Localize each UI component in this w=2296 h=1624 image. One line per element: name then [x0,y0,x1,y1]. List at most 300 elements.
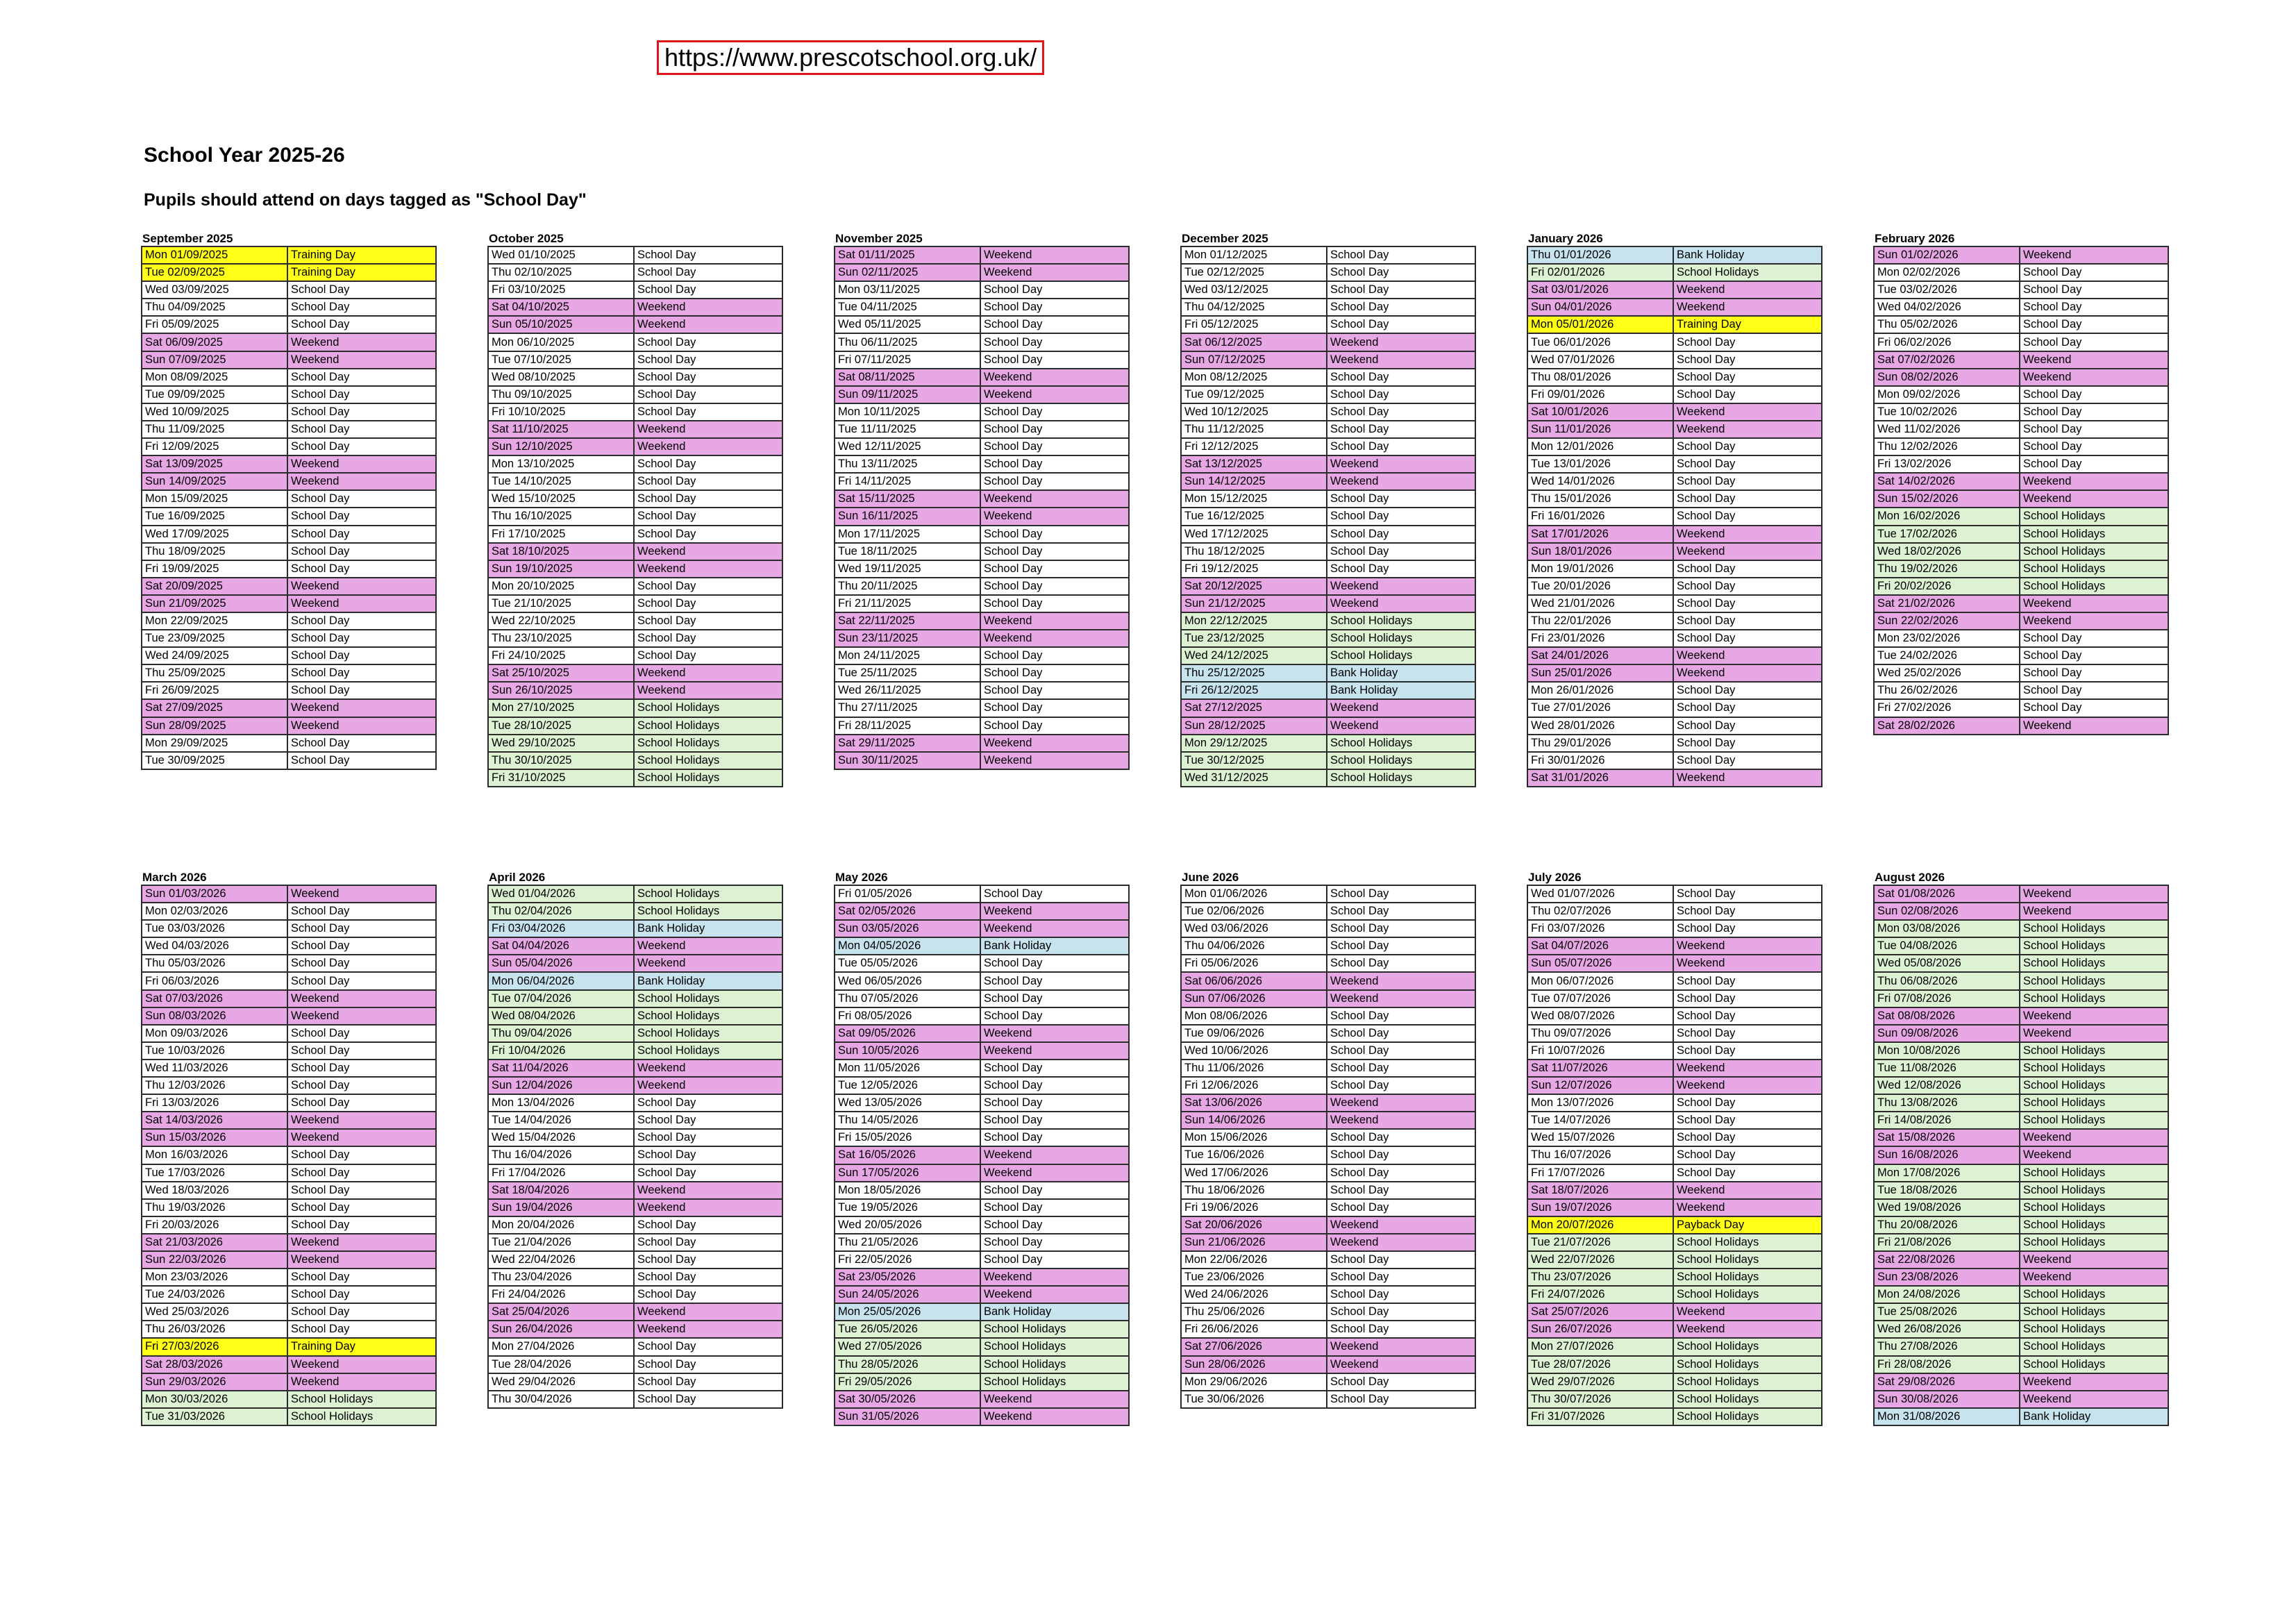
day-type: School Day [1327,1129,1475,1146]
day-type: School Day [1673,333,1822,351]
day-type: School Day [287,386,436,403]
day-date: Thu 18/12/2025 [1181,543,1327,560]
day-type: School Day [634,351,782,369]
day-row [142,1303,436,1321]
day-type: Weekend [634,1077,782,1094]
day-type: School Day [980,1234,1129,1251]
day-type: Weekend [1327,595,1475,612]
day-type: School Day [2020,299,2168,316]
day-date: Thu 25/12/2025 [1181,664,1327,682]
day-date: Sun 21/12/2025 [1181,595,1327,612]
day-type: School Day [1327,955,1475,972]
day-row [835,1216,1129,1234]
day-type: School Day [287,1077,436,1094]
day-row [835,473,1129,490]
day-type: Bank Holiday [980,937,1129,955]
day-date: Mon 01/12/2025 [1181,246,1327,264]
day-type: School Day [634,1269,782,1286]
month-table [1873,246,2169,735]
day-type: School Day [634,1391,782,1408]
day-date: Fri 31/10/2025 [488,769,634,787]
day-type: Weekend [1327,1234,1475,1251]
day-date: Wed 24/06/2026 [1181,1286,1327,1303]
day-type: School Holidays [634,1025,782,1042]
day-type: School Day [1327,1146,1475,1164]
day-row [1527,595,1822,612]
day-type: Weekend [1327,455,1475,473]
day-row [835,490,1129,508]
day-date: Tue 17/02/2026 [1874,526,2020,543]
day-type: School Holidays [1673,1286,1822,1303]
day-date: Tue 23/06/2026 [1181,1269,1327,1286]
day-type: Weekend [1327,699,1475,717]
day-type: School Day [287,1199,436,1216]
day-type: School Day [634,333,782,351]
day-row [1181,1077,1475,1094]
month-table [1527,246,1822,787]
day-date: Wed 15/07/2026 [1527,1129,1673,1146]
day-row [1874,885,2168,903]
day-type: Weekend [287,1251,436,1269]
day-type: School Holidays [1673,1234,1822,1251]
day-type: Weekend [1673,526,1822,543]
day-date: Sun 26/04/2026 [488,1321,634,1338]
day-date: Mon 23/03/2026 [142,1269,287,1286]
day-date: Mon 08/12/2025 [1181,369,1327,386]
day-row [488,281,782,299]
day-date: Sun 30/11/2025 [835,752,980,769]
day-row [142,526,436,543]
day-date: Thu 12/02/2026 [1874,438,2020,455]
day-date: Thu 09/10/2025 [488,386,634,403]
day-date: Sat 07/03/2026 [142,990,287,1007]
day-type: School Day [980,438,1129,455]
day-type: Weekend [1673,647,1822,664]
day-row [1527,1391,1822,1408]
day-type: Weekend [1673,1182,1822,1199]
day-date: Sun 15/03/2026 [142,1129,287,1146]
day-date: Tue 10/03/2026 [142,1042,287,1060]
day-type: School Day [1327,920,1475,937]
day-row [1527,1408,1822,1425]
day-type: School Holidays [980,1373,1129,1391]
day-row [142,717,436,735]
day-date: Thu 23/04/2026 [488,1269,634,1286]
day-date: Fri 14/08/2026 [1874,1112,2020,1129]
day-date: Wed 10/12/2025 [1181,403,1327,421]
day-row [835,455,1129,473]
day-date: Sat 16/05/2026 [835,1146,980,1164]
day-row [835,682,1129,699]
day-row [1527,560,1822,578]
day-date: Tue 11/08/2026 [1874,1060,2020,1077]
day-type: School Day [1327,1060,1475,1077]
day-type: School Day [287,560,436,578]
day-row [142,560,436,578]
day-date: Sat 27/09/2025 [142,699,287,717]
day-date: Mon 06/10/2025 [488,333,634,351]
day-date: Thu 02/10/2025 [488,264,634,281]
day-row [1181,1129,1475,1146]
day-type: School Day [1327,1182,1475,1199]
day-row [1874,438,2168,455]
day-row [835,526,1129,543]
day-type: Weekend [980,246,1129,264]
day-type: School Day [287,508,436,525]
day-date: Mon 20/10/2025 [488,578,634,595]
day-type: School Holidays [2020,1182,2168,1199]
day-type: School Day [1673,1129,1822,1146]
day-type: Weekend [1327,717,1475,735]
day-type: School Day [1673,1094,1822,1112]
day-type: School Day [2020,403,2168,421]
day-row [835,1303,1129,1321]
month-block [1527,232,1816,787]
day-date: Fri 14/11/2025 [835,473,980,490]
day-row [142,664,436,682]
day-row [1181,990,1475,1007]
day-type: Weekend [1673,937,1822,955]
day-type: School Day [1327,937,1475,955]
day-type: School Day [634,403,782,421]
month-table [141,885,437,1426]
day-row [1874,246,2168,264]
day-type: School Day [287,281,436,299]
day-type: School Day [1673,1146,1822,1164]
day-date: Sun 23/11/2025 [835,630,980,647]
day-date: Tue 05/05/2026 [835,955,980,972]
month-heading: March 2026 [142,871,207,884]
day-type: School Holidays [1673,1391,1822,1408]
day-type: School Holidays [2020,990,2168,1007]
day-date: Sat 11/10/2025 [488,421,634,438]
day-date: Mon 08/09/2025 [142,369,287,386]
day-type: Weekend [287,595,436,612]
day-date: Mon 03/08/2026 [1874,920,2020,937]
day-type: School Day [634,1234,782,1251]
day-type: Weekend [1327,473,1475,490]
day-date: Sat 07/02/2026 [1874,351,2020,369]
day-type: Weekend [1673,421,1822,438]
day-date: Mon 23/02/2026 [1874,630,2020,647]
day-type: School Day [980,955,1129,972]
day-row [488,682,782,699]
day-row [1181,1146,1475,1164]
day-date: Wed 26/08/2026 [1874,1321,2020,1338]
day-date: Fri 24/07/2026 [1527,1286,1673,1303]
day-date: Tue 18/11/2025 [835,543,980,560]
day-type: School Day [1673,473,1822,490]
day-date: Mon 17/11/2025 [835,526,980,543]
day-row [488,1007,782,1025]
day-row [1874,630,2168,647]
day-date: Wed 24/12/2025 [1181,647,1327,664]
day-type: School Day [634,1251,782,1269]
day-type: School Holidays [2020,526,2168,543]
day-type: Weekend [1673,281,1822,299]
day-type: School Day [980,316,1129,333]
day-date: Fri 01/05/2026 [835,885,980,903]
day-date: Sat 22/08/2026 [1874,1251,2020,1269]
day-type: School Holidays [2020,1338,2168,1355]
day-date: Sun 07/06/2026 [1181,990,1327,1007]
day-row [835,1199,1129,1216]
day-type: School Holidays [1327,735,1475,752]
day-type: School Day [980,1112,1129,1129]
day-row [142,1060,436,1077]
day-row [142,421,436,438]
day-date: Mon 06/07/2026 [1527,972,1673,989]
day-row [1527,438,1822,455]
day-row [1527,299,1822,316]
day-type: School Day [634,1338,782,1355]
day-date: Sat 25/04/2026 [488,1303,634,1321]
day-type: School Day [2020,421,2168,438]
day-type: School Day [634,595,782,612]
month-table [1527,885,1822,1426]
day-type: School Day [980,647,1129,664]
day-type: School Day [980,1216,1129,1234]
day-type: School Day [1673,351,1822,369]
day-type: School Day [634,1164,782,1182]
day-row [1181,769,1475,787]
day-row [142,1077,436,1094]
day-date: Thu 04/12/2025 [1181,299,1327,316]
month-table [487,885,783,1409]
day-row [1874,972,2168,989]
day-row [488,752,782,769]
day-row [835,369,1129,386]
day-type: School Day [980,281,1129,299]
day-date: Tue 17/03/2026 [142,1164,287,1182]
day-type: Weekend [634,299,782,316]
day-type: Weekend [980,369,1129,386]
day-type: School Day [1673,578,1822,595]
day-row [488,369,782,386]
day-date: Thu 11/09/2025 [142,421,287,438]
day-row [488,1164,782,1182]
day-type: School Day [1327,1391,1475,1408]
day-type: Weekend [287,699,436,717]
day-row [1181,281,1475,299]
day-date: Thu 16/10/2025 [488,508,634,525]
day-row [1527,281,1822,299]
day-type: Weekend [287,333,436,351]
day-row [835,578,1129,595]
day-row [1874,351,2168,369]
day-date: Mon 27/04/2026 [488,1338,634,1355]
day-date: Mon 26/01/2026 [1527,682,1673,699]
day-row [488,333,782,351]
day-row [1181,1234,1475,1251]
day-date: Mon 13/04/2026 [488,1094,634,1112]
day-date: Fri 10/10/2025 [488,403,634,421]
day-date: Wed 06/05/2026 [835,972,980,989]
day-date: Mon 12/01/2026 [1527,438,1673,455]
day-date: Thu 21/05/2026 [835,1234,980,1251]
day-date: Wed 21/01/2026 [1527,595,1673,612]
day-row [1181,1269,1475,1286]
day-type: School Day [980,526,1129,543]
day-type: Weekend [980,508,1129,525]
day-date: Sun 07/09/2025 [142,351,287,369]
day-type: School Day [980,990,1129,1007]
day-date: Tue 26/05/2026 [835,1321,980,1338]
day-type: Weekend [634,1199,782,1216]
day-row [835,1042,1129,1060]
day-row [835,1182,1129,1199]
day-type: Weekend [980,1042,1129,1060]
day-row [142,369,436,386]
day-type: School Holidays [2020,578,2168,595]
day-date: Sat 20/06/2026 [1181,1216,1327,1234]
day-date: Fri 07/11/2025 [835,351,980,369]
day-row [835,1391,1129,1408]
day-date: Sat 13/06/2026 [1181,1094,1327,1112]
day-row [488,769,782,787]
day-date: Sat 21/03/2026 [142,1234,287,1251]
day-row [1527,990,1822,1007]
day-date: Fri 21/08/2026 [1874,1234,2020,1251]
day-type: School Holidays [2020,1042,2168,1060]
day-date: Tue 23/09/2025 [142,630,287,647]
day-row [488,351,782,369]
day-date: Sun 16/11/2025 [835,508,980,525]
day-type: School Holidays [2020,1303,2168,1321]
day-row [142,490,436,508]
day-type: Weekend [634,421,782,438]
day-type: Weekend [287,1356,436,1373]
day-row [488,1199,782,1216]
day-type: Weekend [1327,1112,1475,1129]
month-table [1180,246,1476,787]
day-row [488,578,782,595]
day-row [1527,1025,1822,1042]
day-date: Sun 28/12/2025 [1181,717,1327,735]
day-date: Sat 25/10/2025 [488,664,634,682]
day-type: School Day [980,1129,1129,1146]
day-row [142,264,436,281]
day-date: Wed 22/10/2025 [488,612,634,630]
day-date: Sat 30/05/2026 [835,1391,980,1408]
day-type: Weekend [1327,1094,1475,1112]
day-date: Thu 05/02/2026 [1874,316,2020,333]
day-date: Sun 19/10/2025 [488,560,634,578]
day-type: School Day [1327,1269,1475,1286]
day-date: Fri 30/01/2026 [1527,752,1673,769]
day-date: Mon 18/05/2026 [835,1182,980,1199]
day-row [1874,612,2168,630]
day-row [1874,1408,2168,1425]
day-date: Wed 12/11/2025 [835,438,980,455]
day-row [488,560,782,578]
day-type: School Day [2020,316,2168,333]
day-type: School Holidays [1327,752,1475,769]
day-date: Sat 06/09/2025 [142,333,287,351]
day-row [835,299,1129,316]
day-type: School Day [2020,699,2168,717]
day-row [1527,972,1822,989]
day-row [1527,508,1822,525]
day-date: Tue 02/06/2026 [1181,903,1327,920]
day-row [1181,1391,1475,1408]
day-type: School Day [2020,630,2168,647]
day-date: Sun 25/01/2026 [1527,664,1673,682]
day-type: School Day [1327,543,1475,560]
day-row [1527,937,1822,955]
day-date: Mon 04/05/2026 [835,937,980,955]
day-type: Weekend [2020,473,2168,490]
day-row [488,1042,782,1060]
day-type: Weekend [1673,543,1822,560]
day-row [1181,1356,1475,1373]
day-row [142,1356,436,1373]
day-date: Sun 29/03/2026 [142,1373,287,1391]
day-row [835,1373,1129,1391]
day-row [835,1356,1129,1373]
day-row [835,1025,1129,1042]
day-type: School Holidays [1673,1269,1822,1286]
day-date: Fri 19/09/2025 [142,560,287,578]
day-row [1874,508,2168,525]
day-date: Mon 22/09/2025 [142,612,287,630]
day-type: School Day [634,508,782,525]
day-row [488,1182,782,1199]
day-type: Weekend [1327,1356,1475,1373]
school-website-link[interactable]: https://www.prescotschool.org.uk/ [657,40,1044,75]
day-date: Sat 18/04/2026 [488,1182,634,1199]
day-row [1181,885,1475,903]
day-row [142,903,436,920]
month-heading: May 2026 [835,871,888,884]
day-type: School Day [287,1321,436,1338]
day-row [1874,578,2168,595]
day-date: Tue 30/09/2025 [142,752,287,769]
day-row [1181,1007,1475,1025]
day-date: Sat 15/11/2025 [835,490,980,508]
day-type: Weekend [1673,664,1822,682]
day-row [1527,543,1822,560]
day-row [1181,455,1475,473]
day-row [835,664,1129,682]
day-date: Sun 19/07/2026 [1527,1199,1673,1216]
day-row [488,595,782,612]
day-date: Sat 15/08/2026 [1874,1129,2020,1146]
day-row [1527,316,1822,333]
day-type: School Holidays [2020,955,2168,972]
day-date: Fri 05/09/2025 [142,316,287,333]
day-row [142,281,436,299]
day-type: School Holidays [634,1007,782,1025]
day-date: Fri 27/03/2026 [142,1338,287,1355]
day-date: Sun 07/12/2025 [1181,351,1327,369]
day-row [1181,937,1475,955]
day-type: School Day [1673,682,1822,699]
day-date: Fri 02/01/2026 [1527,264,1673,281]
day-type: School Holidays [2020,1112,2168,1129]
day-row [1874,1146,2168,1164]
day-date: Wed 10/09/2025 [142,403,287,421]
day-row [142,543,436,560]
month-heading: December 2025 [1182,232,1268,245]
day-row [1527,1269,1822,1286]
day-type: School Day [287,1060,436,1077]
day-row [142,403,436,421]
day-row [142,612,436,630]
day-date: Thu 27/08/2026 [1874,1338,2020,1355]
day-row [1874,955,2168,972]
day-date: Mon 17/08/2026 [1874,1164,2020,1182]
